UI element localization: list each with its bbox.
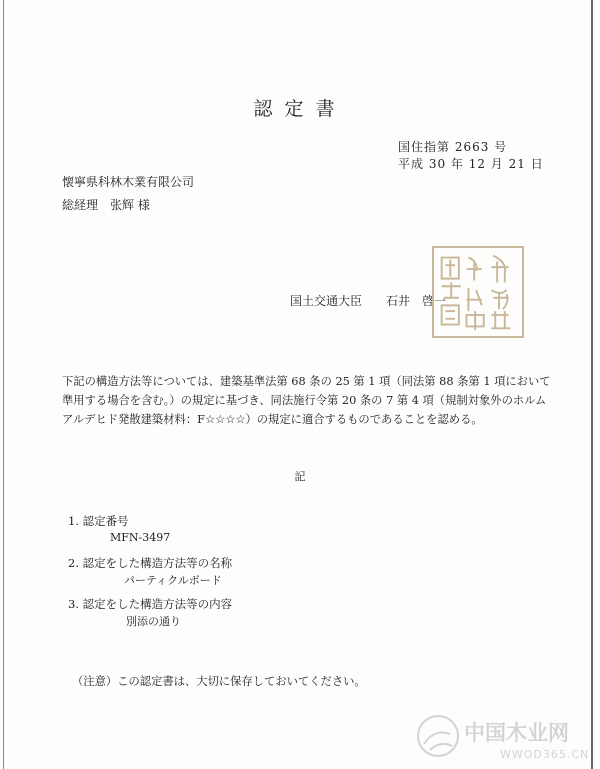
ki-heading: 記: [294, 470, 306, 483]
item-1-value: MFN-3497: [110, 531, 171, 544]
item-1-label: 1. 認定番号: [68, 514, 129, 528]
issue-date: 平成 30 年 12 月 21 日: [398, 157, 544, 171]
watermark-url: WWOD365.CN: [500, 748, 590, 761]
issue-number: 国住指第 2663 号: [398, 140, 508, 154]
addressee-person: 総経理 张辉 様: [62, 198, 150, 212]
official-seal: [432, 246, 524, 338]
item-3-value: 別添の通り: [126, 615, 181, 628]
body-paragraph: 下記の構造方法等については、建築基準法第 68 条の 25 第 1 項（同法第 88 条第 1 項において準用する場合を含む。）の規定に基づき、同法施行令第 20 条の 7 第 4 項（規制対象外のホルムアルデヒド発散建築材料：F☆☆☆☆）の規定に適合するものであることを認める。: [62, 375, 551, 426]
watermark: [408, 702, 600, 769]
seal-glyphs: [434, 248, 522, 336]
item-3-label: 3. 認定をした構造方法等の内容: [68, 597, 233, 611]
addressee-company: 懐寧県科林木業有限公司: [62, 175, 195, 189]
watermark-site-name: 中国木业网: [464, 721, 569, 745]
issuer-name: 国土交通大臣 石井 啓一: [290, 294, 447, 308]
note-text: （注意）この認定書は、大切に保存しておいてください。: [72, 675, 366, 688]
item-2-value: パーティクルボード: [124, 574, 222, 587]
item-2-label: 2. 認定をした構造方法等の名称: [68, 556, 233, 570]
document-title: 認定書: [253, 98, 347, 120]
watermark-logo: [418, 716, 458, 756]
